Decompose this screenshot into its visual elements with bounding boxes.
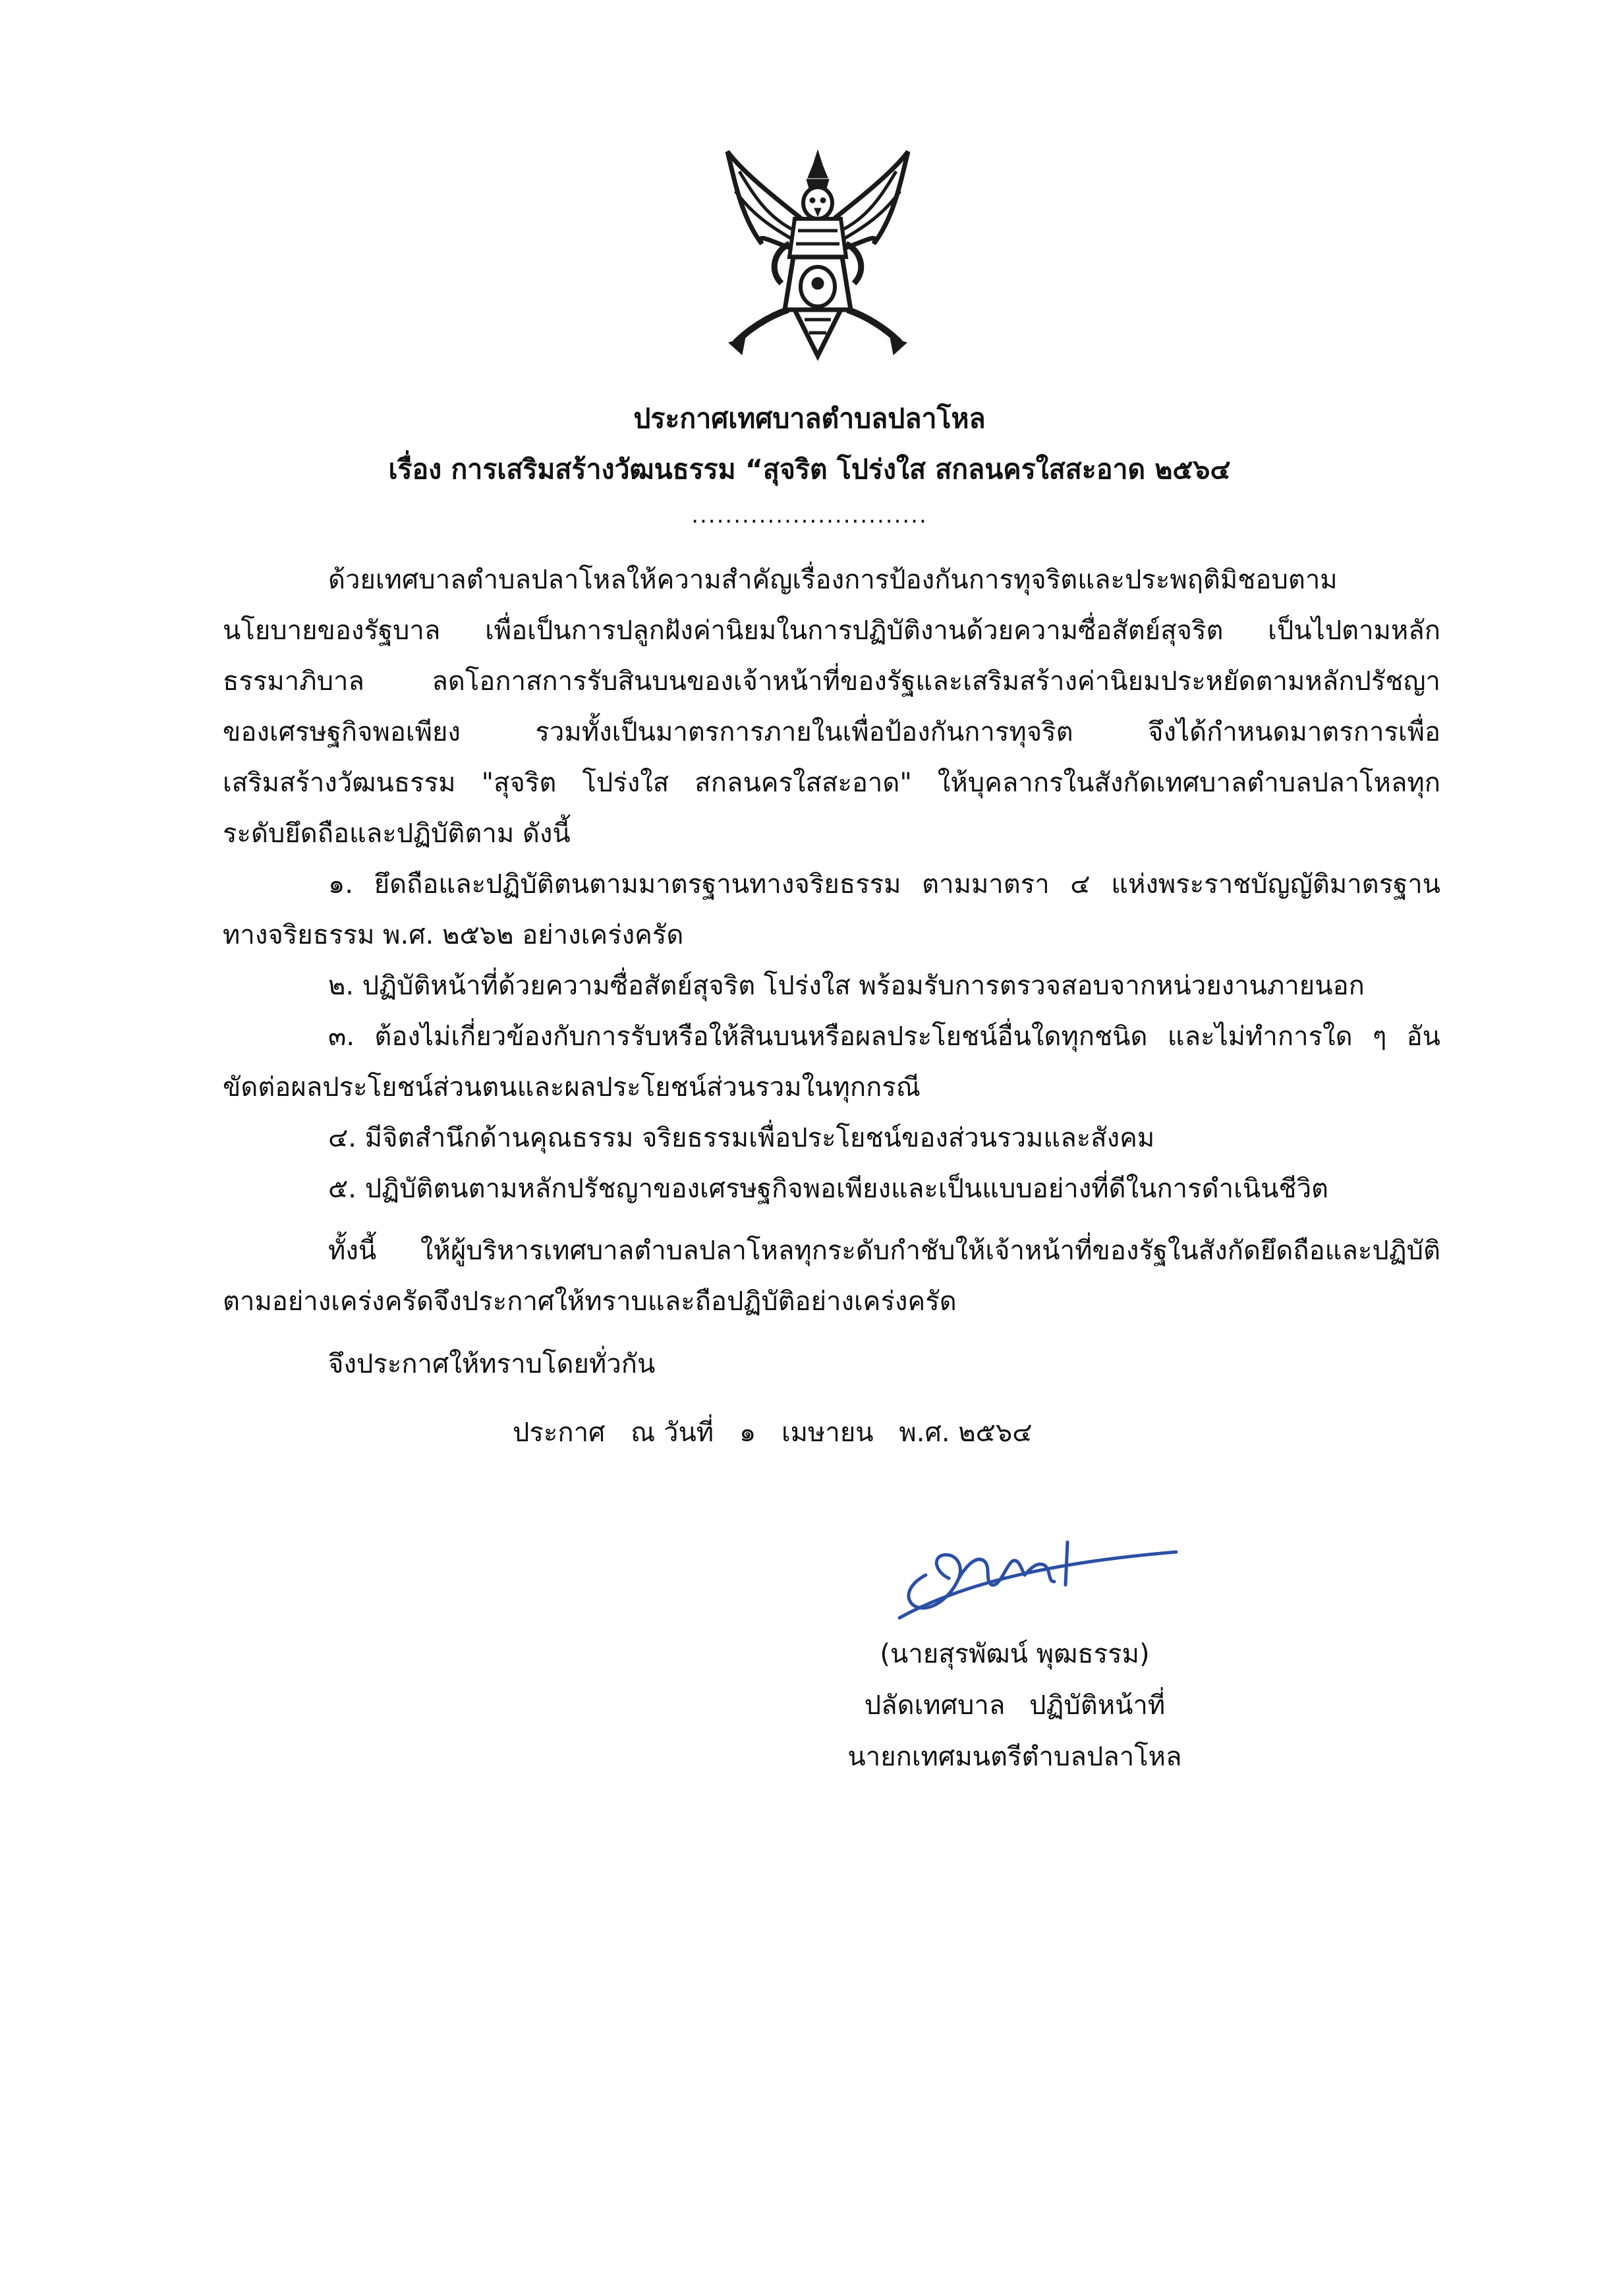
list-item-3: ๓. ต้องไม่เกี่ยวข้องกับการรับหรือให้สินบนหรือผลประโยชน์อื่นใดทุกชนิด และไม่ทำการใด ๆ อัน bbox=[328, 1021, 1440, 1052]
date-prefix: ประกาศ bbox=[513, 1418, 606, 1448]
subject-line: เรื่อง การเสริมสร้างวัฒนธรรม “สุจริต โปร่งใส สกลนครใสสะอาด ๒๕๖๔ bbox=[388, 453, 1231, 485]
handwritten-signature-icon bbox=[886, 1516, 1183, 1634]
list-item-5: ๕. ปฏิบัติตนตามหลักปรัชญาของเศรษฐกิจพอเพียงและเป็นแบบอย่างที่ดีในการดำเนินชีวิต bbox=[328, 1174, 1329, 1204]
list-item-3-continued: ขัดต่อผลประโยชน์ส่วนตนและผลประโยชน์ส่วนรวมในทุกกรณี bbox=[223, 1072, 921, 1103]
intro-line: ด้วยเทศบาลตำบลปลาโหลให้ความสำคัญเรื่องการป้องกันการทุจริตและประพฤติมิชอบตาม bbox=[328, 565, 1338, 595]
closing-line: ทั้งนี้ ให้ผู้บริหารเทศบาลตำบลปลาโหลทุกระดับกำชับให้เจ้าหน้าที่ของรัฐในสังกัดยึดถือและปฏิบัติ bbox=[328, 1236, 1440, 1266]
date-day: ๑ bbox=[739, 1418, 756, 1448]
intro-line: ระดับยึดถือและปฏิบัติตาม ดังนี้ bbox=[223, 818, 571, 849]
intro-line: เสริมสร้างวัฒนธรรม "สุจริต โปร่งใส สกลนครใสสะอาด" ให้บุคลากรในสังกัดเทศบาลตำบลปลาโหลทุก bbox=[223, 768, 1440, 798]
signer-position bbox=[778, 1686, 1252, 1737]
list-item-4: ๔. มีจิตสำนึกด้านคุณธรรม จริยธรรมเพื่อประโยชน์ของส่วนรวมและสังคม bbox=[328, 1123, 1155, 1153]
signer-name: (นายสุรพัฒน์ พุฒธรรม) bbox=[880, 1639, 1150, 1669]
intro-line: ธรรมาภิบาล ลดโอกาสการรับสินบนของเจ้าหน้าที่ของรัฐและเสริมสร้างค่านิยมประหยัดตามหลักปรัชญา bbox=[223, 666, 1440, 697]
signer-position-a: ปลัดเทศบาล bbox=[864, 1690, 1006, 1721]
signer-position-b: ปฏิบัติหน้าที่ bbox=[1029, 1690, 1166, 1721]
intro-line: ของเศรษฐกิจพอเพียง รวมทั้งเป็นมาตรการภายในเพื่อป้องกันการทุจริต จึงได้กำหนดมาตรการเพื่อ bbox=[223, 717, 1440, 747]
announcement-date bbox=[513, 1413, 1050, 1452]
date-at: ณ วันที่ bbox=[631, 1418, 714, 1448]
divider-dots: ............................ bbox=[691, 502, 928, 529]
date-year: พ.ศ. ๒๕๖๔ bbox=[899, 1418, 1033, 1448]
announce-line: จึงประกาศให้ทราบโดยทั่วกัน bbox=[328, 1349, 656, 1379]
list-item-2: ๒. ปฏิบัติหน้าที่ด้วยความซื่อสัตย์สุจริต โปร่งใส พร้อมรับการตรวจสอบจากหน่วยงานภายนอก bbox=[328, 971, 1365, 1001]
list-item-1: ๑. ยึดถือและปฏิบัติตนตามมาตรฐานทางจริยธรรม ตามมาตรา ๔ แห่งพระราชบัญญัติมาตรฐาน bbox=[328, 869, 1440, 900]
signer-block bbox=[778, 1634, 1252, 1789]
signer-title: นายกเทศมนตรีตำบลปลาโหล bbox=[847, 1742, 1182, 1772]
closing-line: ตามอย่างเคร่งครัดจึงประกาศให้ทราบและถือปฏิบัติอย่างเคร่งครัด bbox=[223, 1286, 957, 1317]
intro-line: นโยบายของรัฐบาล เพื่อเป็นการปลูกฝังค่านิยมในการปฏิบัติงานด้วยความซื่อสัตย์สุจริต เป็นไปตามหลัก bbox=[223, 616, 1440, 646]
page-title: ประกาศเทศบาลตำบลปลาโหล bbox=[633, 403, 986, 434]
garuda-emblem-icon bbox=[716, 145, 920, 369]
date-month: เมษายน bbox=[781, 1418, 874, 1448]
list-item-1-continued: ทางจริยธรรม พ.ศ. ๒๕๖๒ อย่างเคร่งครัด bbox=[223, 920, 684, 950]
